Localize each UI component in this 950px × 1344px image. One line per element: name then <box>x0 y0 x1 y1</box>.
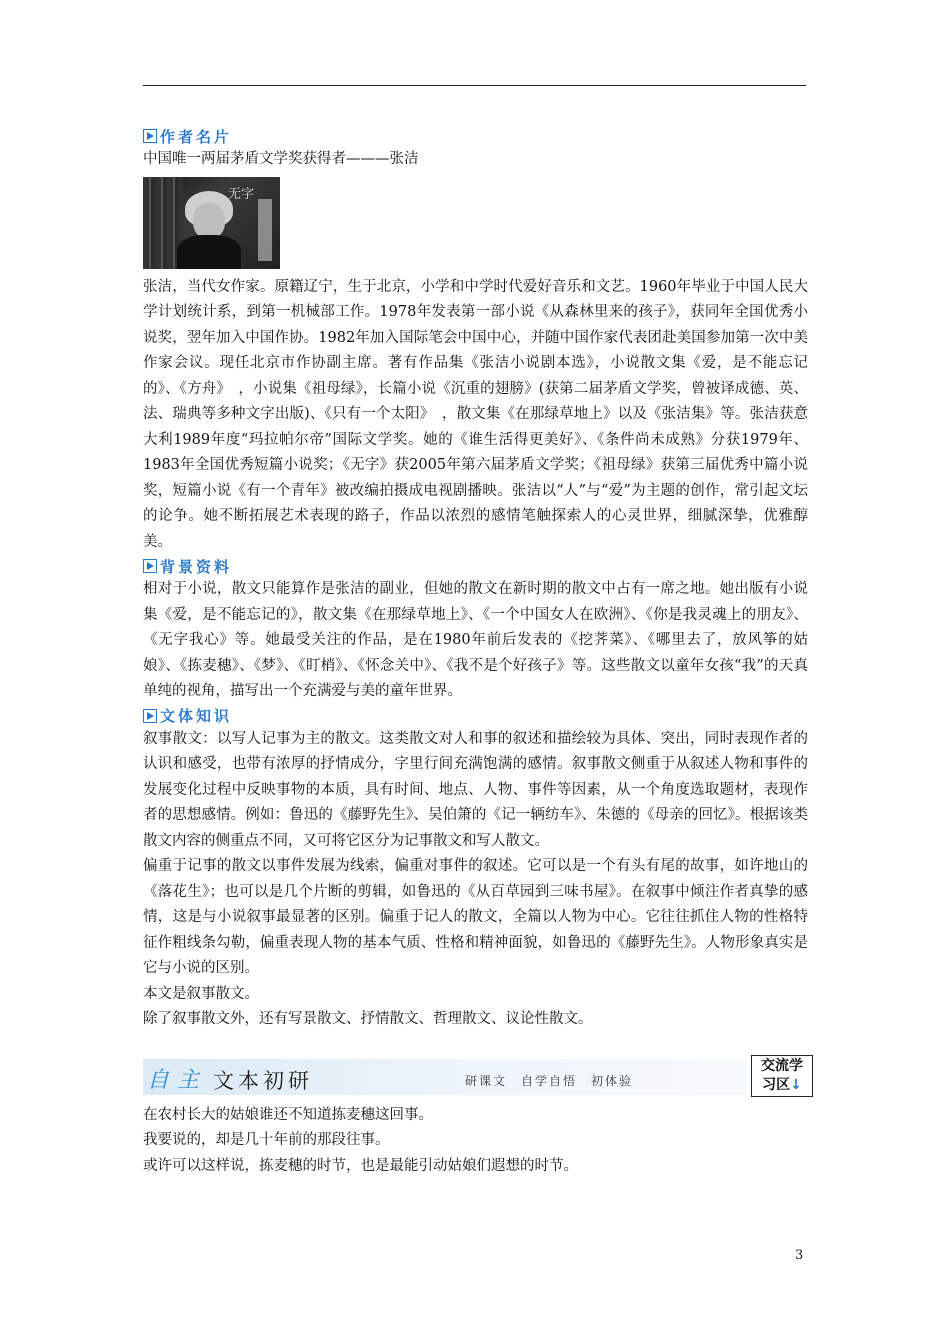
section-title: 文体知识 <box>160 707 233 725</box>
background-text: 相对于小说，散文只能算作是张洁的副业，但她的散文在新时期的散文中占有一席之地。她出版有小说集《爱，是不能忘记的》，散文集《在那绿草地上》、《一个中国女人在欧洲》、《你是我灵魂上的朋友》、《无字我心》等。她最受关注的作品，是在1980年前后发表的《挖荠菜》、《哪里去了，放风筝的姑娘》、《拣麦穗》、《梦》、《盯梢》、《怀念关中》、《我不是个好孩子》等。这些散文以童年女孩“我”的天真单纯的视角，描写出一个充满爱与美的童年世界。 <box>143 581 808 699</box>
author-subtitle: 中国唯一两届茅盾文学奖获得者———张洁 <box>143 151 419 167</box>
reading-line: 我要说的，却是几十年前的那段往事。 <box>143 1132 390 1148</box>
banner-char-1: 自 <box>147 1067 170 1093</box>
reading-line: 在农村长大的姑娘谁还不知道拣麦穗这回事。 <box>143 1106 433 1123</box>
play-triangle-icon <box>143 559 157 573</box>
exchange-area-box <box>751 1055 813 1097</box>
play-triangle-icon <box>143 129 157 143</box>
photo-caption: 无字 <box>227 186 254 202</box>
banner-subtitle: 研课文 自学自悟 初体验 <box>465 1073 634 1088</box>
section-header-genre <box>143 705 808 727</box>
study-banner <box>143 1055 815 1099</box>
banner-title: 文本初研 <box>213 1068 313 1093</box>
banner-char-2: 主 <box>177 1067 200 1093</box>
section-header-author <box>143 125 808 147</box>
reading-line: 或许可以这样说，拣麦穗的时节，也是最能引动姑娘们遐想的时节。 <box>143 1157 578 1174</box>
page-number: 3 <box>795 1248 804 1263</box>
author-photo <box>143 177 280 269</box>
header-rule <box>143 85 806 86</box>
arrow-down-icon: ↓ <box>790 1076 802 1093</box>
genre-paragraph: 叙事散文：以写人记事为主的散文。这类散文对人和事的叙述和描绘较为具体、突出，同时表现作者的认识和感受，也带有浓厚的抒情成分，字里行间充满饱满的感情。叙事散文侧重于从叙述人物和事件的发展变化过程中反映事物的本质，具有时间、地点、人物、事件等因素，从一个角度选取题材，表现作者的思想感情。例如：鲁迅的《藤野先生》、吴伯箫的《记一辆纺车》、朱德的《母亲的回忆》。根据该类散文内容的侧重点不同，又可将它区分为记事散文和写人散文。 <box>143 730 808 849</box>
play-triangle-icon <box>143 709 157 723</box>
author-bio: 张洁，当代女作家。原籍辽宁，生于北京，小学和中学时代爱好音乐和文艺。1960年毕业于中国人民大学计划统计系，到第一机械部工作。1978年发表第一部小说《从森林里来的孩子》，获同年全国优秀小说奖，翌年加入中国作协。1982年加入国际笔会中国中心，并随中国作家代表团赴美国参加第一次中美作家会议。现任北京市作协副主席。著有作品集《张洁小说剧本选》，小说散文集《爱，是不能忘记的》、《方舟》 ，小说集《祖母绿》，长篇小说《沉重的翅膀》(获第二届茅盾文学奖，曾被译成德、英、法、瑞典等多种文字出版)、《只有一个太阳》 ，散文集《在那绿草地上》以及《张洁集》等。张洁获意大利1989年度“玛拉帕尔帝”国际文学奖。她的《谁生活得更美好》、《条件尚未成熟》分获1979年、1983年全国优秀短篇小说奖；《无字》获2005年第六届茅盾文学奖；《祖母绿》获第三届优秀中篇小说奖，短篇小说《有一个青年》被改编拍摄成电视剧播映。张洁以“人”与“爱”为主题的创作，常引起文坛的论争。她不断拓展艺术表现的路子，作品以浓烈的感情笔触探索人的心灵世界，细腻深挚，优雅醇美。 <box>143 278 808 550</box>
box-line-1: 交流学 <box>761 1057 803 1074</box>
page-content <box>143 125 808 1179</box>
genre-paragraph: 除了叙事散文外，还有写景散文、抒情散文、哲理散文、议论性散文。 <box>143 1011 593 1027</box>
box-line-2: 习区 <box>762 1076 791 1093</box>
section-title: 背景资料 <box>160 557 233 576</box>
genre-paragraph: 偏重于记事的散文以事件发展为线索，偏重对事件的叙述。它可以是一个有头有尾的故事，如许地山的《落花生》；也可以是几个片断的剪辑，如鲁迅的《从百草园到三味书屋》。在叙事中倾注作者真挚的感情，这是与小说叙事最显著的区别。偏重于记人的散文，全篇以人物为中心。它往往抓住人物的性格特征作粗线条勾勒，偏重表现人物的基本气质、性格和精神面貌，如鲁迅的《藤野先生》。人物形象真实是它与小说的区别。 <box>143 858 808 976</box>
section-header-background <box>143 555 808 577</box>
genre-paragraph: 本文是叙事散文。 <box>143 985 259 1002</box>
section-title: 作者名片 <box>160 127 233 146</box>
